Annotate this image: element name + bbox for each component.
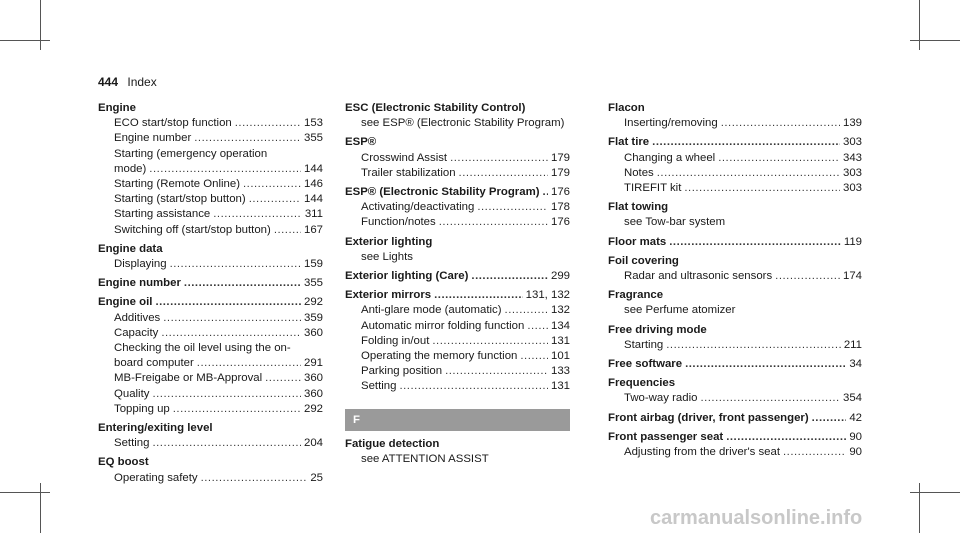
leader-dots xyxy=(265,371,301,386)
index-entry[interactable] xyxy=(345,101,570,116)
entry-label: Exterior lighting (Care) xyxy=(345,270,469,283)
page-reference[interactable]: 360 xyxy=(303,387,323,400)
leader-dots xyxy=(243,177,301,192)
crop-mark xyxy=(910,40,960,41)
section-letter-bar: F xyxy=(345,409,570,431)
entry-label: Activating/deactivating xyxy=(361,201,475,214)
leader-dots xyxy=(700,391,840,406)
leader-dots xyxy=(471,269,548,284)
leader-dots xyxy=(477,200,548,215)
leader-dots xyxy=(173,402,301,417)
leader-dots xyxy=(657,166,840,181)
index-subentry[interactable] xyxy=(98,471,323,486)
entry-label: Notes xyxy=(624,166,654,179)
entry-label: Radar and ultrasonic sensors xyxy=(624,270,773,283)
index-subentry[interactable] xyxy=(345,319,570,334)
index-subentry[interactable] xyxy=(98,116,323,131)
page-reference[interactable]: 90 xyxy=(849,446,862,459)
leader-dots xyxy=(213,207,302,222)
crop-mark xyxy=(919,0,920,50)
leader-dots xyxy=(505,303,548,318)
index-see-reference: see Tow-bar system xyxy=(624,216,726,229)
page-reference[interactable]: 90 xyxy=(849,430,862,443)
page-reference[interactable]: 179 xyxy=(550,166,570,179)
leader-dots xyxy=(249,192,301,207)
index-subentry[interactable] xyxy=(98,326,323,341)
index-see-reference: see Lights xyxy=(361,250,413,263)
index-entry[interactable] xyxy=(345,269,570,284)
leader-dots xyxy=(155,295,301,310)
page-reference[interactable]: 360 xyxy=(303,372,323,385)
leader-dots xyxy=(445,364,548,379)
leader-dots xyxy=(459,166,548,181)
page-reference[interactable]: 144 xyxy=(303,193,323,206)
page-reference[interactable]: 211 xyxy=(843,338,862,351)
index-column-3 xyxy=(608,101,862,460)
page-header xyxy=(98,75,157,89)
leader-dots xyxy=(184,276,301,291)
crop-mark xyxy=(0,492,50,493)
section-name: Index xyxy=(127,75,157,89)
page-reference[interactable]: 299 xyxy=(550,270,570,283)
index-column-1 xyxy=(98,101,323,486)
leader-dots xyxy=(783,445,846,460)
page-number: 444 xyxy=(98,75,119,89)
index-entry[interactable] xyxy=(608,135,862,150)
index-subentry[interactable] xyxy=(608,391,862,406)
page-reference[interactable]: 359 xyxy=(303,311,323,324)
page-reference[interactable]: 291 xyxy=(303,357,323,370)
leader-dots xyxy=(197,356,301,371)
page-reference[interactable]: 159 xyxy=(303,258,323,271)
crop-mark xyxy=(40,483,41,533)
index-see-reference: see ATTENTION ASSIST xyxy=(361,452,489,465)
leader-dots xyxy=(439,215,548,230)
entry-label: Front passenger seat xyxy=(608,430,724,443)
index-entry[interactable] xyxy=(608,254,862,269)
crop-mark xyxy=(919,483,920,533)
index-subentry[interactable] xyxy=(345,200,570,215)
page-reference[interactable]: 176 xyxy=(550,216,570,229)
entry-label: Adjusting from the driver's seat xyxy=(624,446,781,459)
index-entry[interactable] xyxy=(345,185,570,200)
index-subentry[interactable] xyxy=(345,166,570,181)
entry-label: Trailer stabilization xyxy=(361,166,456,179)
entry-label: Fatigue detection xyxy=(345,437,440,450)
page-reference[interactable]: 303 xyxy=(842,182,862,195)
entry-label: Frequencies xyxy=(608,377,676,390)
page-reference[interactable]: 355 xyxy=(303,277,323,290)
index-entry[interactable] xyxy=(98,295,323,310)
page-reference[interactable]: 178 xyxy=(550,201,570,214)
index-subentry[interactable] xyxy=(98,192,323,207)
index-entry[interactable] xyxy=(98,276,323,291)
page-reference[interactable]: 303 xyxy=(842,166,862,179)
entry-label: Displaying xyxy=(114,258,167,271)
leader-dots xyxy=(685,357,846,372)
index-entry[interactable] xyxy=(608,430,862,445)
entry-label: Foil covering xyxy=(608,254,679,267)
index-subentry[interactable] xyxy=(98,371,323,386)
leader-dots xyxy=(450,151,548,166)
index-subentry[interactable] xyxy=(98,387,323,402)
index-entry[interactable] xyxy=(345,235,570,250)
index-subentry[interactable] xyxy=(345,379,570,394)
index-subentry[interactable] xyxy=(608,269,862,284)
index-subentry[interactable] xyxy=(345,334,570,349)
index-subentry[interactable] xyxy=(98,402,323,417)
entry-label: Engine xyxy=(98,102,136,114)
entry-label: ESP® xyxy=(345,136,377,149)
entry-label: Quality xyxy=(114,387,150,400)
watermark: carmanualsonline.info xyxy=(650,507,863,529)
entry-label: Starting (Remote Online) xyxy=(114,178,240,191)
entry-label: Engine number xyxy=(98,277,181,290)
entry-label: Starting xyxy=(624,338,664,351)
page-reference[interactable]: 292 xyxy=(303,402,323,415)
page-reference[interactable]: 132 xyxy=(550,304,570,317)
index-subentry[interactable] xyxy=(98,356,323,371)
entry-label: Folding in/out xyxy=(361,334,430,347)
entry-label: Operating the memory function xyxy=(361,350,518,363)
page-reference[interactable]: 174 xyxy=(842,270,862,283)
page-reference[interactable]: 144 xyxy=(303,162,323,175)
page-reference[interactable]: 176 xyxy=(550,186,570,199)
leader-dots xyxy=(274,223,301,238)
page-reference[interactable]: 360 xyxy=(303,326,323,339)
entry-label: Starting assistance xyxy=(114,208,211,221)
leader-dots xyxy=(432,334,548,349)
entry-label: Operating safety xyxy=(114,471,198,484)
page-reference[interactable]: 134 xyxy=(550,319,570,332)
page-reference[interactable]: 42 xyxy=(849,411,862,424)
index-subentry[interactable] xyxy=(345,151,570,166)
entry-label: Starting (start/stop button) xyxy=(114,193,246,206)
leader-dots xyxy=(775,269,840,284)
index-subentry[interactable] xyxy=(98,177,323,192)
leader-dots xyxy=(399,379,548,394)
entry-label: TIREFIT kit xyxy=(624,182,682,195)
leader-dots xyxy=(812,411,847,426)
index-see-reference: see Perfume atomizer xyxy=(624,304,736,317)
index-entry[interactable] xyxy=(98,101,323,116)
entry-label: Changing a wheel xyxy=(624,151,716,164)
entry-label: Engine number xyxy=(114,132,192,145)
page-reference[interactable]: 34 xyxy=(849,358,862,371)
entry-label: Capacity xyxy=(114,326,159,339)
crop-mark xyxy=(40,0,41,50)
index-entry[interactable] xyxy=(98,242,323,257)
entry-label: ESP® (Electronic Stability Program) xyxy=(345,186,540,199)
index-subentry[interactable] xyxy=(345,364,570,379)
index-subentry[interactable] xyxy=(608,338,862,353)
page-reference[interactable]: 131, 132 xyxy=(525,289,570,302)
entry-label: Engine data xyxy=(98,242,163,255)
index-subentry[interactable] xyxy=(98,311,323,326)
index-subentry[interactable] xyxy=(608,166,862,181)
index-subentry[interactable] xyxy=(98,436,323,451)
page-reference[interactable]: 119 xyxy=(843,235,862,248)
entry-label: ESC (Electronic Stability Control) xyxy=(345,102,526,114)
page-reference[interactable]: 167 xyxy=(303,223,323,236)
entry-label: Flacon xyxy=(608,102,645,114)
page-reference[interactable]: 343 xyxy=(842,151,862,164)
page-reference[interactable]: 146 xyxy=(303,178,323,191)
page-reference[interactable]: 355 xyxy=(303,132,323,145)
leader-dots xyxy=(721,116,840,131)
index-subentry[interactable] xyxy=(345,215,570,230)
index-entry[interactable] xyxy=(608,235,862,250)
index-entry[interactable] xyxy=(345,288,570,303)
index-entry[interactable] xyxy=(608,101,862,116)
entry-label: Engine oil xyxy=(98,296,153,309)
leader-dots xyxy=(201,471,308,486)
entry-label: Crosswind Assist xyxy=(361,151,448,164)
entry-label: Parking position xyxy=(361,365,443,378)
page-reference[interactable]: 204 xyxy=(303,437,323,450)
crop-mark xyxy=(910,492,960,493)
index-subentry[interactable] xyxy=(608,181,862,196)
index-subentry[interactable] xyxy=(98,257,323,272)
index-entry[interactable] xyxy=(608,200,862,215)
page-reference[interactable]: 131 xyxy=(550,334,570,347)
index-entry[interactable] xyxy=(345,437,570,452)
leader-dots xyxy=(527,319,548,334)
leader-dots xyxy=(543,185,548,200)
leader-dots xyxy=(726,430,846,445)
entry-label: Exterior mirrors xyxy=(345,289,432,302)
leader-dots xyxy=(434,288,523,303)
leader-dots xyxy=(684,181,840,196)
entry-label: Floor mats xyxy=(608,235,667,248)
leader-dots xyxy=(152,387,301,402)
index-column-2 xyxy=(345,101,570,467)
index-see-reference: see ESP® (Electronic Stability Program) xyxy=(361,117,565,130)
index-subentry[interactable] xyxy=(98,131,323,146)
index-entry[interactable] xyxy=(608,357,862,372)
index-see-reference: Starting (emergency operation xyxy=(114,147,268,160)
index-entry[interactable] xyxy=(98,455,323,470)
entry-label: Inserting/removing xyxy=(624,117,718,130)
index-subentry[interactable] xyxy=(98,207,323,222)
index-subentry[interactable] xyxy=(608,151,862,166)
page-reference[interactable]: 139 xyxy=(842,117,862,130)
entry-label: mode) xyxy=(114,162,147,175)
entry-label: Flat tire xyxy=(608,136,650,149)
index-subentry[interactable] xyxy=(608,116,862,131)
index-see-reference: Checking the oil level using the on- xyxy=(114,342,291,355)
entry-label: Flat towing xyxy=(608,201,669,214)
leader-dots xyxy=(170,257,301,272)
entry-label: Fragrance xyxy=(608,289,664,302)
index-entry[interactable] xyxy=(98,421,323,436)
index-entry[interactable] xyxy=(608,323,862,338)
index-entry[interactable] xyxy=(608,411,862,426)
entry-label: ECO start/stop function xyxy=(114,117,232,130)
entry-label: Entering/exiting level xyxy=(98,422,213,435)
entry-label: Topping up xyxy=(114,402,170,415)
entry-label: Two-way radio xyxy=(624,392,698,405)
entry-label: Free software xyxy=(608,358,683,371)
page-reference[interactable]: 354 xyxy=(842,392,862,405)
index-subentry[interactable] xyxy=(608,445,862,460)
leader-dots xyxy=(669,235,841,250)
crop-mark xyxy=(0,40,50,41)
index-subentry[interactable] xyxy=(345,303,570,318)
page-reference[interactable]: 153 xyxy=(303,117,323,130)
entry-label: board computer xyxy=(114,357,194,370)
entry-label: Free driving mode xyxy=(608,323,707,336)
page-reference[interactable]: 133 xyxy=(550,365,570,378)
entry-label: Additives xyxy=(114,311,161,324)
leader-dots xyxy=(149,162,301,177)
leader-dots xyxy=(235,116,301,131)
page-reference[interactable]: 303 xyxy=(842,136,862,149)
entry-label: Automatic mirror folding function xyxy=(361,319,525,332)
index-subentry[interactable] xyxy=(98,223,323,238)
page-reference[interactable]: 101 xyxy=(550,350,570,363)
leader-dots xyxy=(652,135,840,150)
index-subentry[interactable] xyxy=(98,162,323,177)
page-reference[interactable]: 131 xyxy=(550,380,570,393)
entry-label: EQ boost xyxy=(98,456,149,469)
leader-dots xyxy=(163,311,301,326)
index-entry[interactable] xyxy=(608,376,862,391)
index-entry[interactable] xyxy=(608,288,862,303)
leader-dots xyxy=(161,326,301,341)
entry-label: MB-Freigabe or MB-Approval xyxy=(114,372,263,385)
entry-label: Setting xyxy=(361,380,397,393)
entry-label: Switching off (start/stop button) xyxy=(114,223,271,236)
page-reference[interactable]: 25 xyxy=(310,471,323,484)
index-entry[interactable] xyxy=(345,135,570,150)
leader-dots xyxy=(152,436,301,451)
leader-dots xyxy=(666,338,841,353)
entry-label: Anti-glare mode (automatic) xyxy=(361,304,502,317)
index-subentry[interactable] xyxy=(345,349,570,364)
page-reference[interactable]: 311 xyxy=(304,208,323,221)
entry-label: Exterior lighting xyxy=(345,235,433,248)
page-reference[interactable]: 292 xyxy=(303,296,323,309)
leader-dots xyxy=(194,131,301,146)
leader-dots xyxy=(718,151,840,166)
entry-label: Setting xyxy=(114,437,150,450)
leader-dots xyxy=(520,349,548,364)
entry-label: Front airbag (driver, front passenger) xyxy=(608,411,809,424)
page-reference[interactable]: 179 xyxy=(550,151,570,164)
entry-label: Function/notes xyxy=(361,216,436,229)
